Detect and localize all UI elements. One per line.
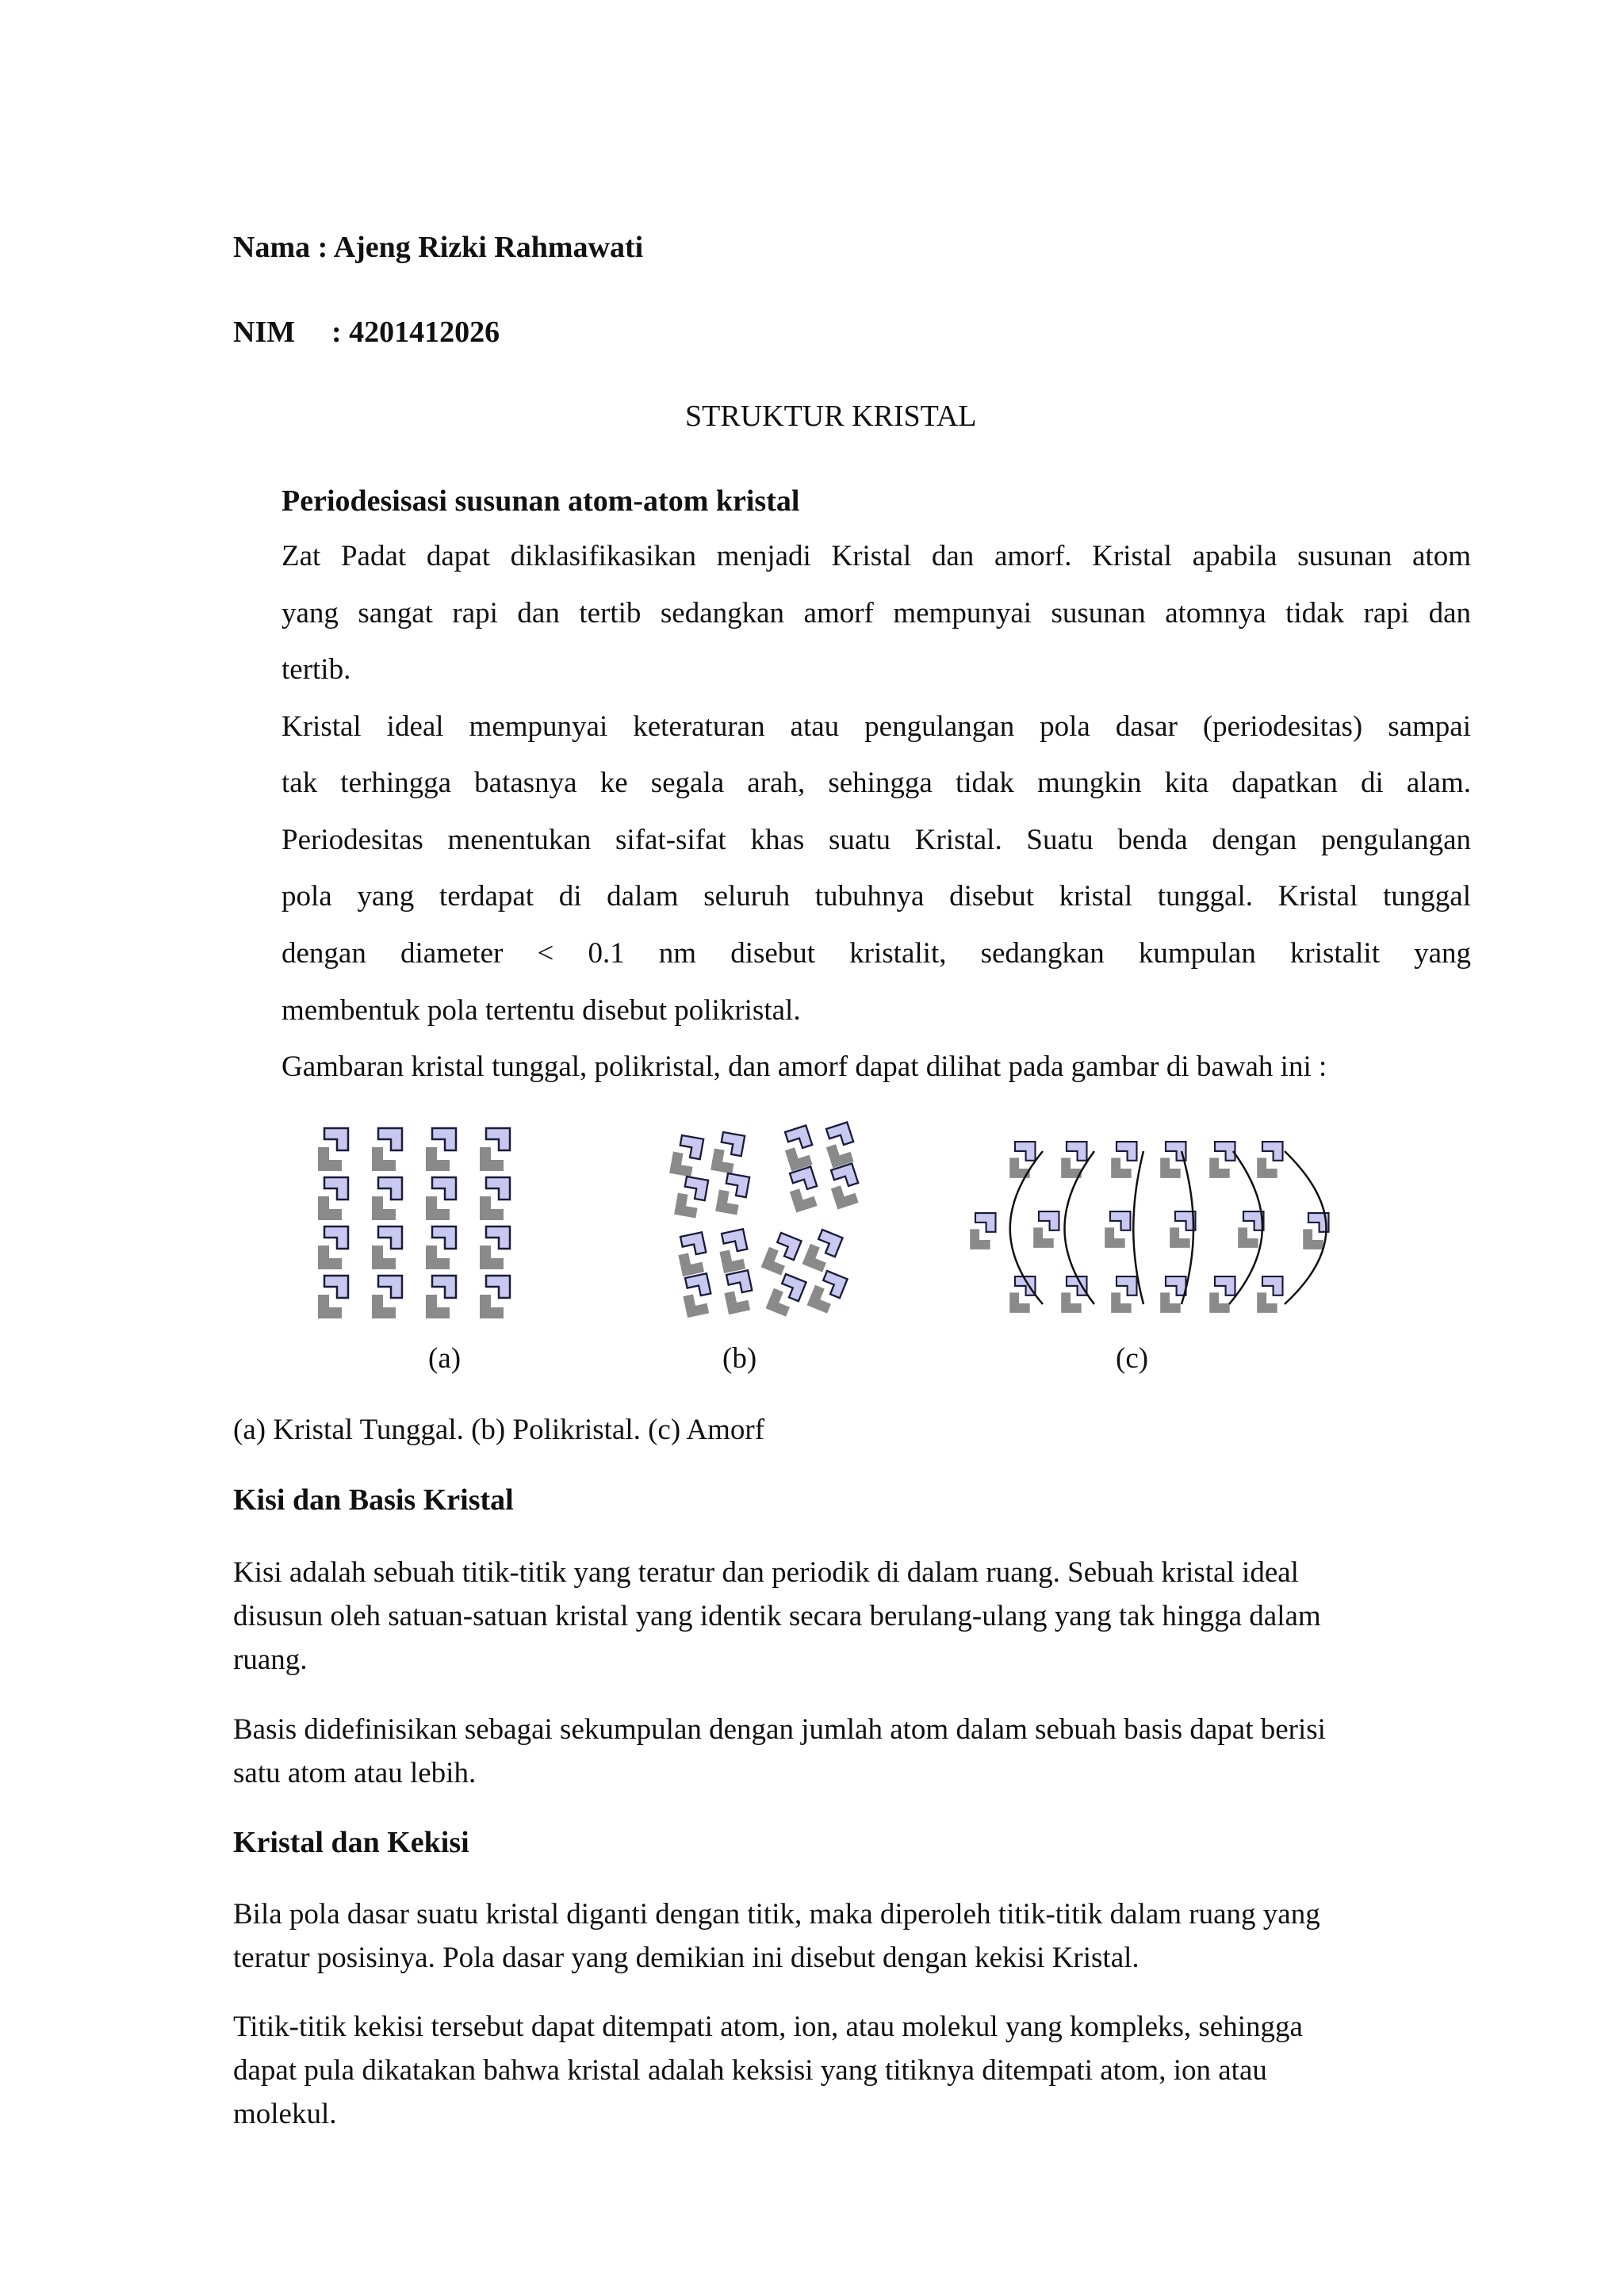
- paragraph-line: tertib.: [282, 653, 351, 686]
- paragraph-line: dengan diameter < 0.1 nm disebut kristalit, sedangkan kumpulan kristalit yang: [282, 937, 1471, 970]
- molecule-unit: [480, 1226, 510, 1269]
- molecule-unit: [821, 1122, 860, 1168]
- section-heading-kisi-basis: Kisi dan Basis Kristal: [233, 1483, 514, 1517]
- document-title: STRUKTUR KRISTAL: [685, 400, 977, 433]
- paragraph-line: ruang.: [233, 1644, 308, 1676]
- molecule-unit: [426, 1276, 456, 1318]
- molecule-unit: [766, 1272, 806, 1318]
- paragraph-line: Kristal ideal mempunyai keteraturan atau pengulangan pola dasar (periodesitas) sampai: [282, 710, 1471, 743]
- molecule-unit: [1209, 1276, 1235, 1313]
- molecule-unit: [372, 1276, 402, 1318]
- paragraph-line: Periodesitas menentukan sifat-sifat khas suatu Kristal. Suatu benda dengan pengulangan: [282, 824, 1471, 856]
- nim-value: : 4201412026: [331, 316, 500, 349]
- molecule-unit: [426, 1128, 456, 1171]
- molecule-unit: [1257, 1142, 1282, 1178]
- molecule-unit: [372, 1226, 402, 1269]
- single-crystal-illustration: [313, 1122, 535, 1328]
- molecule-unit: [1160, 1142, 1185, 1178]
- section-heading-kristal-kekisi: Kristal dan Kekisi: [233, 1826, 469, 1859]
- paragraph-line: molekul.: [233, 2098, 337, 2130]
- figure-label-b: (b): [722, 1342, 757, 1375]
- molecule-unit: [675, 1232, 710, 1276]
- molecule-unit: [802, 1227, 843, 1274]
- paragraph-line: tak terhingga batasnya ke segala arah, sehingga tidak mungkin kita dapatkan di alam.: [282, 767, 1471, 799]
- molecule-unit: [779, 1125, 818, 1171]
- molecule-unit: [669, 1135, 703, 1178]
- molecule-unit: [715, 1173, 749, 1216]
- molecule-unit: [1009, 1142, 1035, 1178]
- figure-label-c: (c): [1116, 1342, 1149, 1375]
- polycrystal-illustration: [666, 1126, 880, 1340]
- molecule-unit: [1160, 1276, 1185, 1313]
- figure-caption: (a) Kristal Tunggal. (b) Polikristal. (c) Amorf: [233, 1414, 765, 1446]
- molecule-unit: [1105, 1211, 1130, 1248]
- molecule-unit: [318, 1276, 348, 1318]
- molecule-unit: [807, 1269, 848, 1315]
- paragraph-line: satu atom atau lebih.: [233, 1757, 477, 1789]
- molecule-unit: [784, 1166, 823, 1212]
- molecule-unit: [1009, 1276, 1035, 1313]
- molecule-unit: [426, 1177, 456, 1220]
- paragraph-line: Bila pola dasar suatu kristal diganti dengan titik, maka diperoleh titik-titik dalam ruang yang: [233, 1898, 1320, 1931]
- student-name: Nama : Ajeng Rizki Rahmawati: [233, 231, 644, 264]
- molecule-unit: [1238, 1211, 1263, 1248]
- molecule-unit: [1111, 1276, 1136, 1313]
- paragraph-line: Titik-titik kekisi tersebut dapat ditempati atom, ion, atau molekul yang kompleks, sehingga: [233, 2011, 1303, 2043]
- molecule-unit: [1257, 1276, 1282, 1313]
- molecule-unit: [1170, 1211, 1195, 1248]
- molecule-unit: [372, 1128, 402, 1171]
- molecule-unit: [372, 1177, 402, 1220]
- molecule-unit: [721, 1270, 756, 1314]
- molecule-unit: [480, 1276, 510, 1318]
- molecule-unit: [480, 1128, 510, 1171]
- paragraph-line: disusun oleh satuan-satuan kristal yang identik secara berulang-ulang yang tak hingga dalam: [233, 1600, 1321, 1632]
- paragraph-line: dapat pula dikatakan bahwa kristal adalah keksisi yang titiknya ditempati atom, ion atau: [233, 2054, 1267, 2087]
- nim-label: NIM: [233, 316, 296, 349]
- paragraph-line: Zat Padat dapat diklasifikasikan menjadi Kristal dan amorf. Kristal apabila susunan atom: [282, 540, 1471, 572]
- molecule-unit: [761, 1230, 802, 1277]
- paragraph-line: Kisi adalah sebuah titik-titik yang teratur dan periodik di dalam ruang. Sebuah kristal ideal: [233, 1556, 1299, 1589]
- paragraph-line: membentuk pola tertentu disebut polikristal.: [282, 994, 801, 1027]
- molecule-unit: [674, 1176, 708, 1219]
- figure-label-a: (a): [428, 1342, 462, 1375]
- paragraph-line: yang sangat rapi dan tertib sedangkan amorf mempunyai susunan atomnya tidak rapi dan: [282, 597, 1471, 629]
- molecule-unit: [680, 1273, 715, 1318]
- paragraph-line: Gambaran kristal tunggal, polikristal, dan amorf dapat dilihat pada gambar di bawah ini :: [282, 1050, 1327, 1083]
- section-heading-periodesisasi: Periodesisasi susunan atom-atom kristal: [282, 484, 800, 518]
- molecule-unit: [710, 1131, 745, 1175]
- molecule-unit: [318, 1226, 348, 1269]
- paragraph-line: Basis didefinisikan sebagai sekumpulan dengan jumlah atom dalam sebuah basis dapat berisi: [233, 1713, 1326, 1746]
- molecule-unit: [426, 1226, 456, 1269]
- molecule-unit: [1061, 1142, 1086, 1178]
- molecule-unit: [1061, 1276, 1086, 1313]
- molecule-unit: [825, 1163, 864, 1209]
- amorphous-illustration: [967, 1134, 1364, 1332]
- molecule-unit: [716, 1229, 752, 1273]
- molecule-unit: [970, 1213, 995, 1249]
- molecule-unit: [1111, 1142, 1136, 1178]
- molecule-unit: [1033, 1211, 1059, 1248]
- paragraph-line: teratur posisinya. Pola dasar yang demikian ini disebut dengan kekisi Kristal.: [233, 1942, 1139, 1974]
- molecule-unit: [480, 1177, 510, 1220]
- molecule-unit: [318, 1177, 348, 1220]
- paragraph-line: pola yang terdapat di dalam seluruh tubuhnya disebut kristal tunggal. Kristal tunggal: [282, 880, 1471, 913]
- molecule-unit: [318, 1128, 348, 1171]
- molecule-unit: [1209, 1142, 1235, 1178]
